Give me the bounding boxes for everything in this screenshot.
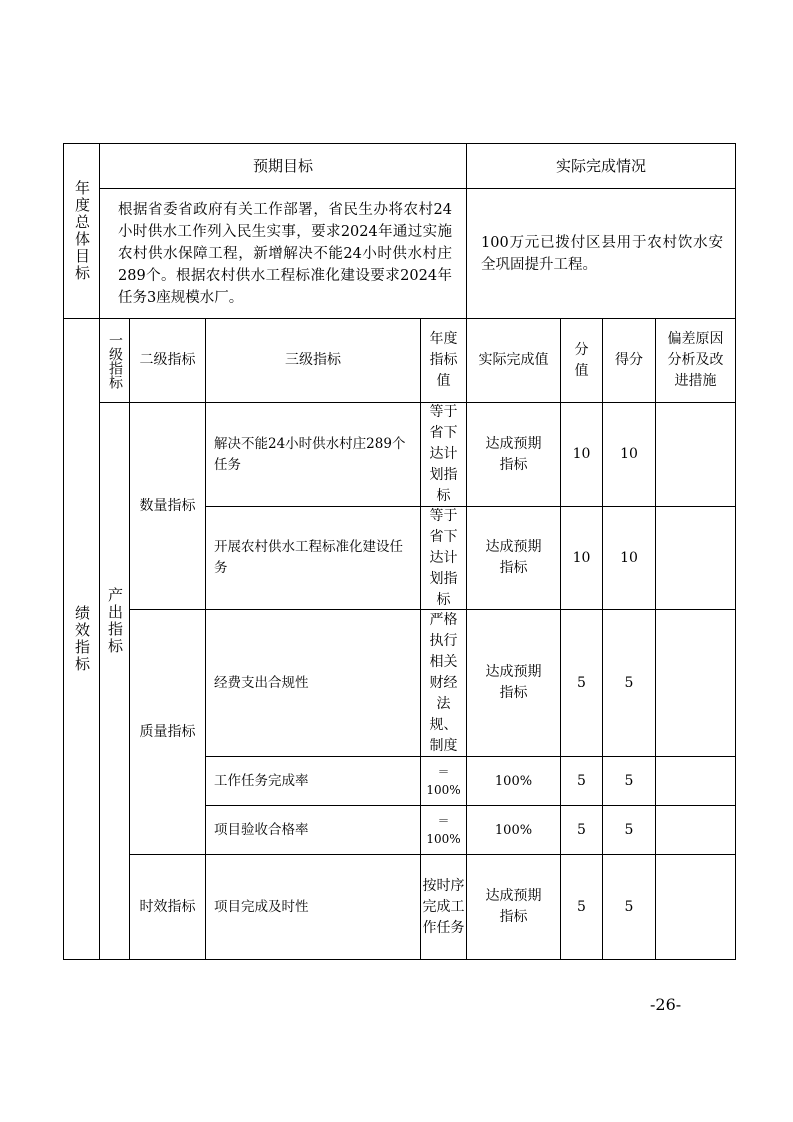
actual-completion-text: 100万元已拨付区县用于农村饮水安全巩固提升工程。 (481, 234, 723, 273)
score-value: 5 (577, 674, 586, 691)
performance-indicators-label: 绩效指标 (73, 605, 91, 673)
actual-value: 达成预期指标 (485, 539, 542, 576)
level3-indicator: 工作任务完成率 (214, 772, 309, 789)
quality-indicator-label: 质量指标 (139, 723, 196, 740)
annual-target: 按时序完成工作任务 (422, 877, 465, 936)
score-value: 5 (577, 772, 586, 789)
score-value: 5 (577, 821, 586, 838)
timeliness-indicator-label: 时效指标 (139, 898, 196, 915)
score-value-header: 分值 (574, 341, 589, 379)
quantity-indicator-label: 数量指标 (139, 497, 196, 514)
deviation-analysis (656, 806, 735, 854)
actual-value: 达成预期指标 (485, 888, 542, 925)
score-header: 得分 (615, 352, 643, 368)
annual-target: ＝100% (426, 765, 461, 797)
annual-target: 严格执行相关财经法规、制度 (429, 611, 458, 754)
score: 5 (624, 898, 634, 915)
annual-target: 等于省下达计划指标 (429, 404, 458, 504)
expected-goal-text: 根据省委省政府有关工作部署，省民生办将农村24小时供水工作列入民生实事，要求2024年通过实施农村供水保障工程，新增解决不能24小时供水村庄289个。根据农村供水工程标准化建设要求2024年任务3座规模水厂。 (118, 201, 452, 306)
table-border-right (735, 143, 736, 960)
actual-value: 达成预期指标 (485, 664, 542, 701)
actual-value: 达成预期指标 (485, 435, 542, 473)
level3-indicator: 开展农村供水工程标准化建设任务 (214, 539, 403, 576)
level2-indicator-header: 二级指标 (139, 352, 196, 368)
level1-indicator-header: 一级指标 (107, 332, 123, 389)
score: 5 (624, 821, 634, 838)
annual-target: ＝100% (426, 814, 461, 846)
annual-target-header: 年度指标值 (429, 331, 458, 389)
table-border-bottom (63, 959, 735, 960)
deviation-analysis (656, 610, 735, 756)
score: 10 (620, 549, 638, 566)
score: 5 (624, 674, 634, 691)
score: 10 (620, 446, 638, 462)
deviation-analysis (656, 855, 735, 959)
deviation-analysis-header: 偏差原因分析及改进措施 (667, 331, 724, 389)
actual-completion-header: 实际完成情况 (555, 156, 646, 175)
deviation-analysis (656, 403, 735, 506)
deviation-analysis (656, 757, 735, 805)
level3-indicator-header: 三级指标 (285, 352, 341, 368)
annual-target: 等于省下达计划指标 (429, 507, 458, 608)
score: 5 (624, 772, 634, 789)
score-value: 10 (572, 446, 591, 462)
deviation-analysis (656, 507, 735, 609)
page-number: -26- (650, 995, 682, 1014)
score-value: 10 (572, 549, 591, 566)
annual-overall-goal-label: 年度总体目标 (73, 180, 91, 282)
level3-indicator: 项目完成及时性 (214, 898, 309, 915)
level3-indicator: 经费支出合规性 (214, 674, 309, 691)
actual-value: 100% (494, 773, 533, 789)
score-value: 5 (577, 898, 586, 915)
output-indicator-label: 产出指标 (106, 587, 124, 655)
level3-indicator: 解决不能24小时供水村庄289个任务 (214, 435, 406, 473)
expected-goal-header: 预期目标 (252, 156, 313, 175)
actual-value-header: 实际完成值 (478, 352, 549, 368)
level3-indicator: 项目验收合格率 (214, 821, 309, 838)
actual-value: 100% (494, 822, 533, 838)
